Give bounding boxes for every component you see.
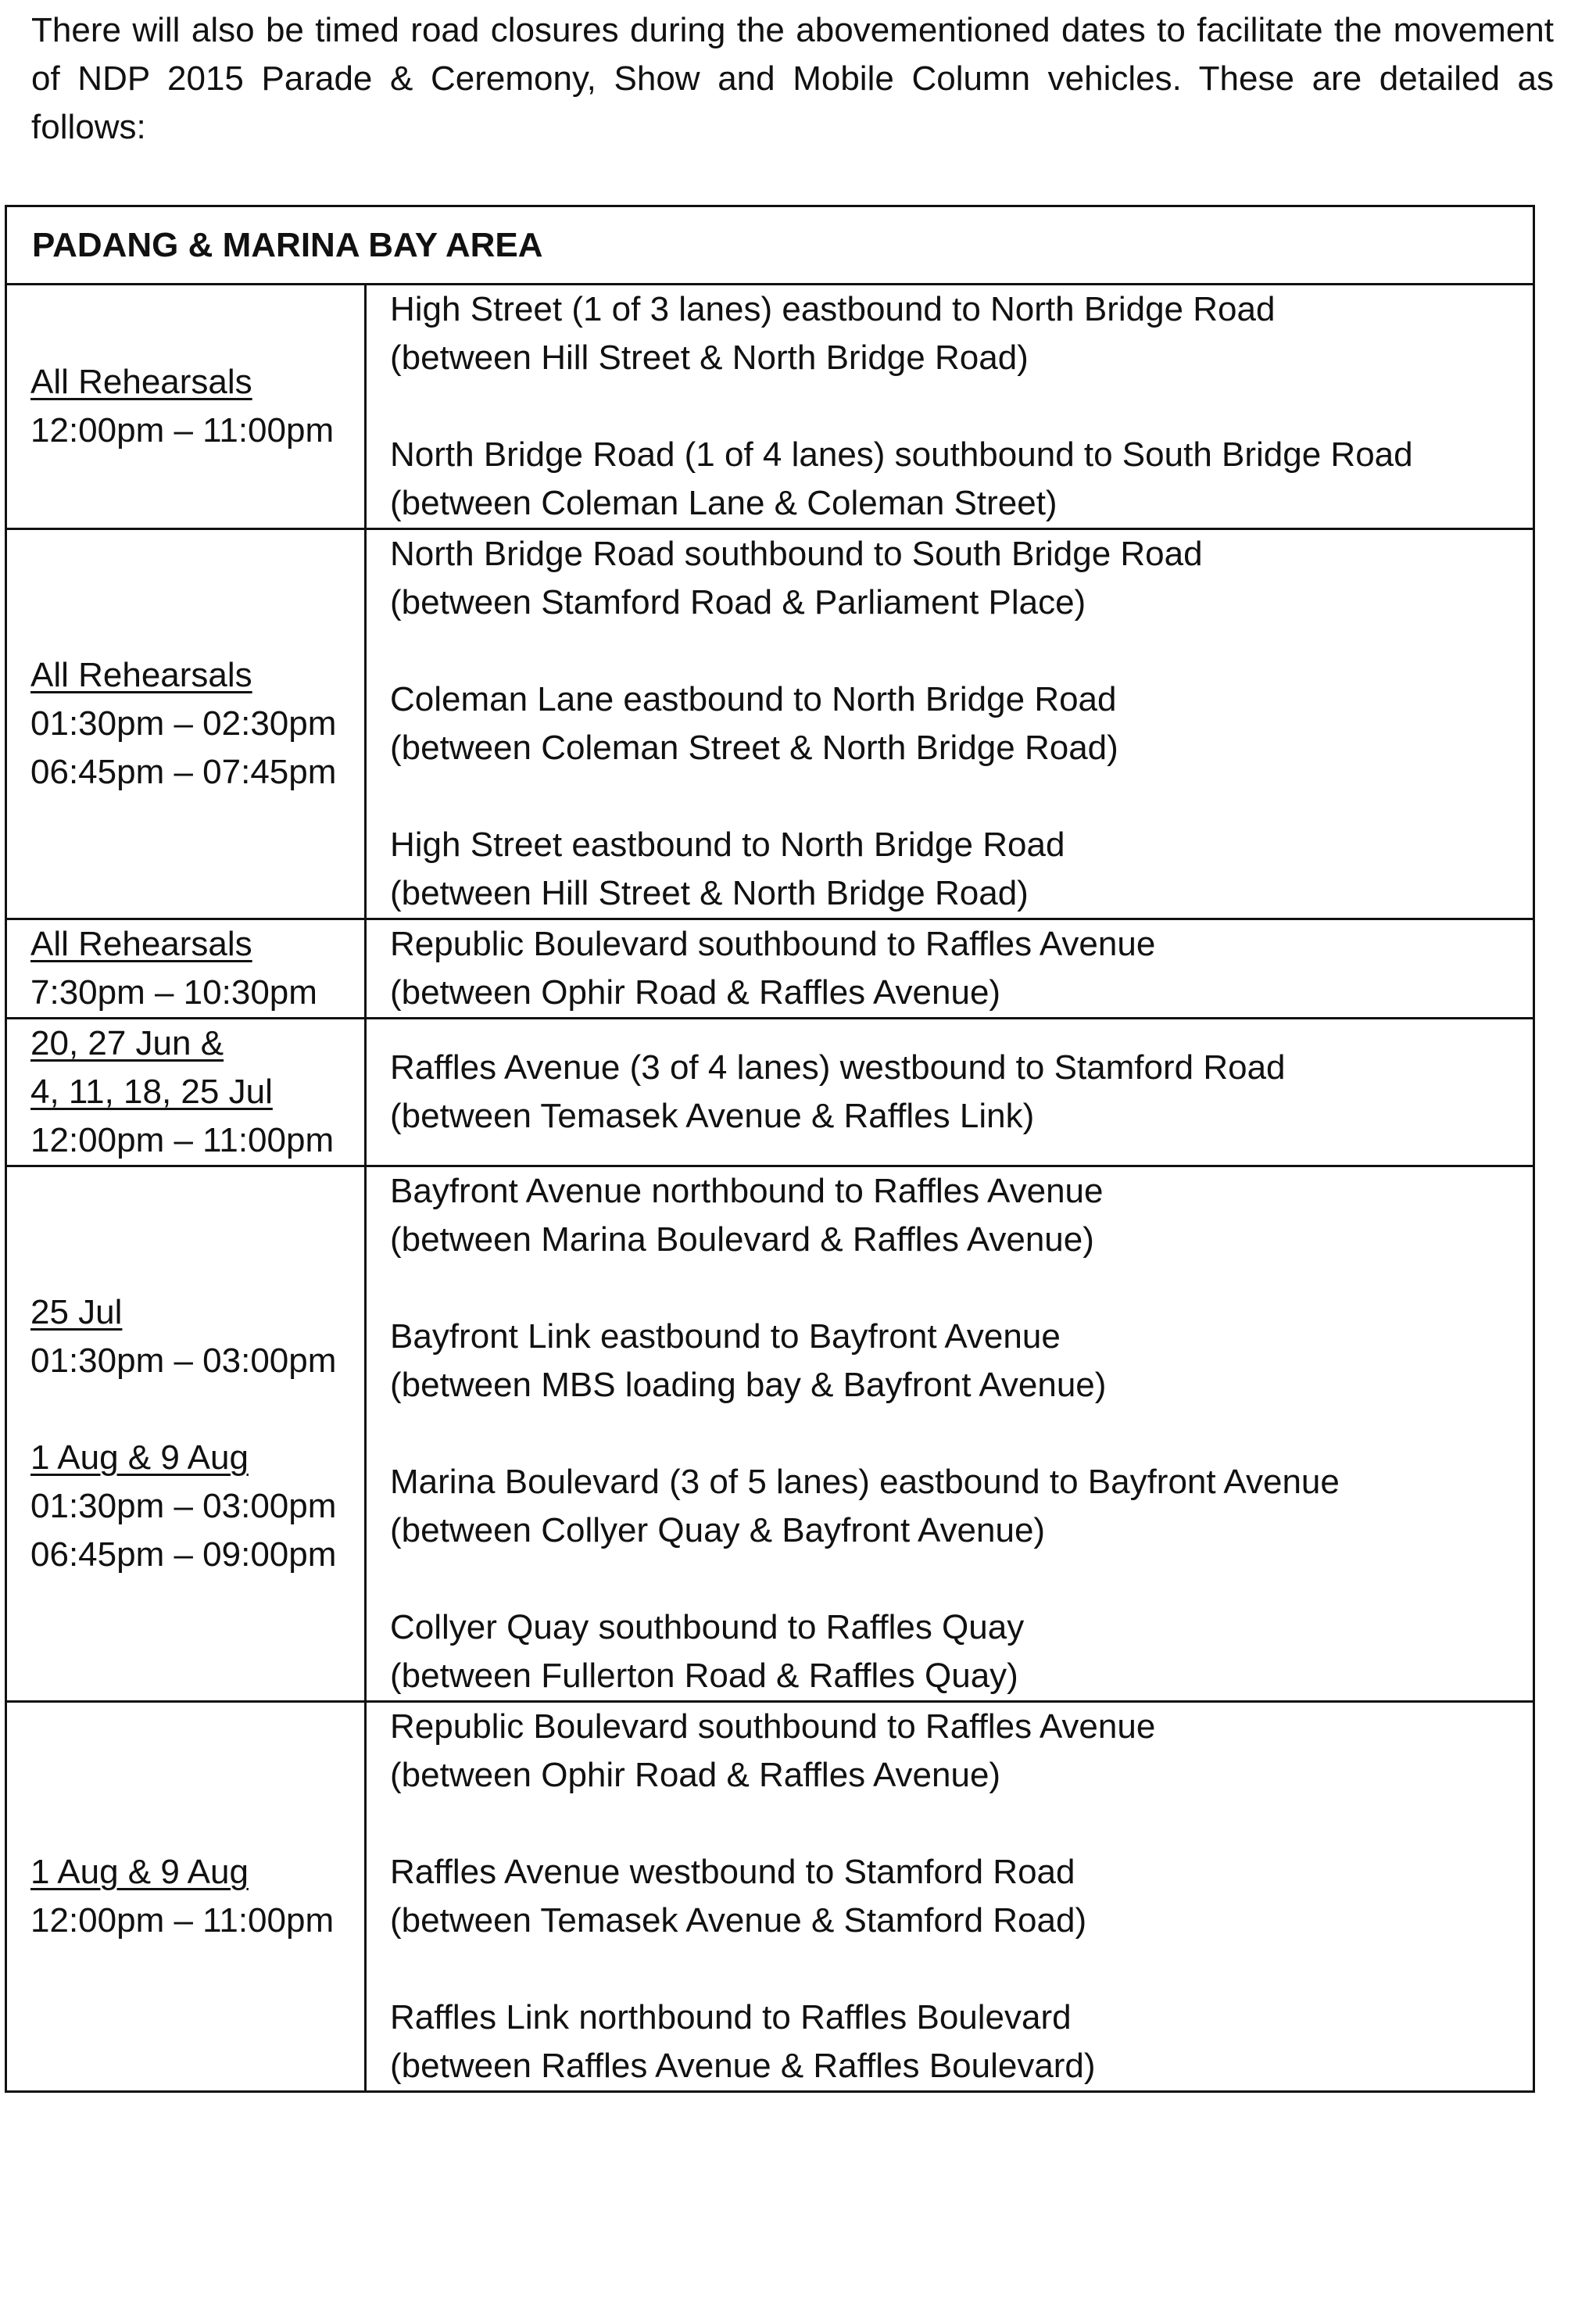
table-row [6,1702,1534,2092]
road-entry [390,1848,1533,1945]
road-name: Marina Boulevard (3 of 5 lanes) eastbound to Bayfront Avenue [390,1463,1340,1501]
road-between: (between MBS loading bay & Bayfront Avenue) [390,1366,1107,1404]
road-name: High Street (1 of 3 lanes) eastbound to North Bridge Road [390,290,1276,328]
road-entry [390,1167,1533,1264]
road-between: (between Stamford Road & Parliament Place) [390,583,1086,621]
road-entry [390,530,1533,627]
road-entry [390,1603,1533,1700]
time-range: 06:45pm – 07:45pm [30,753,337,791]
road-between: (between Ophir Road & Raffles Avenue) [390,1756,1001,1794]
road-between: (between Hill Street & North Bridge Road) [390,339,1029,377]
road-name: Republic Boulevard southbound to Raffles Avenue [390,1707,1156,1746]
road-name: Raffles Avenue (3 of 4 lanes) westbound to Stamford Road [390,1048,1286,1087]
time-range: 06:45pm – 09:00pm [30,1535,337,1574]
time-cell [6,1166,366,1702]
date-label: 4, 11, 18, 25 Jul [30,1073,273,1111]
time-cell [6,1702,366,2092]
table-row [6,919,1534,1019]
road-closure-table [5,205,1535,2093]
road-name: Raffles Link northbound to Raffles Boulevard [390,1998,1072,2036]
date-label: All Rehearsals [30,656,252,694]
roads-cell [366,1702,1534,2092]
road-name: North Bridge Road southbound to South Bridge Road [390,535,1203,573]
time-cell [6,919,366,1019]
road-between: (between Temasek Avenue & Stamford Road) [390,1901,1087,1940]
road-name: North Bridge Road (1 of 4 lanes) southbound to South Bridge Road [390,435,1413,474]
road-name: Collyer Quay southbound to Raffles Quay [390,1608,1025,1646]
date-label: 25 Jul [30,1293,123,1331]
road-between: (between Hill Street & North Bridge Road) [390,874,1029,912]
road-name: Bayfront Link eastbound to Bayfront Avenue [390,1317,1061,1356]
road-entry [390,821,1533,918]
road-entry [390,285,1533,382]
time-range: 01:30pm – 02:30pm [30,704,337,743]
intro-paragraph: There will also be timed road closures during the abovementioned dates to facilitate the movement of NDP 2015 Parade & Ceremony, Show and Mobile Column vehicles. These are detailed as follows: [31,11,1554,146]
road-entry [390,1458,1533,1555]
time-range: 12:00pm – 11:00pm [30,411,335,450]
road-between: (between Fullerton Road & Raffles Quay) [390,1657,1018,1695]
date-label: 20, 27 Jun & [30,1024,224,1062]
road-between: (between Coleman Lane & Coleman Street) [390,484,1057,522]
time-cell [6,1019,366,1166]
time-range: 12:00pm – 11:00pm [30,1901,335,1940]
area-header-row [6,206,1534,285]
area-header: PADANG & MARINA BAY AREA [6,206,1534,285]
road-name: Raffles Avenue westbound to Stamford Road [390,1853,1075,1891]
road-between: (between Marina Boulevard & Raffles Avenue) [390,1220,1094,1259]
roads-cell [366,285,1534,529]
road-between: (between Coleman Street & North Bridge Road) [390,729,1118,767]
roads-cell [366,919,1534,1019]
road-entry [390,1703,1533,1800]
table-row [6,1166,1534,1702]
road-entry [390,675,1533,772]
roads-cell [366,1166,1534,1702]
table-row [6,1019,1534,1166]
road-between: (between Ophir Road & Raffles Avenue) [390,973,1001,1012]
road-between: (between Temasek Avenue & Raffles Link) [390,1097,1035,1135]
road-entry [390,1993,1533,2090]
road-name: Coleman Lane eastbound to North Bridge Road [390,680,1117,718]
roads-cell [366,529,1534,919]
road-entry [390,1044,1533,1141]
date-label: All Rehearsals [30,363,252,401]
time-range: 12:00pm – 11:00pm [30,1121,335,1159]
table-row [6,285,1534,529]
date-label: 1 Aug & 9 Aug [30,1438,249,1477]
road-between: (between Collyer Quay & Bayfront Avenue) [390,1511,1046,1549]
roads-cell [366,1019,1534,1166]
road-entry [390,431,1533,528]
time-range: 01:30pm – 03:00pm [30,1341,337,1380]
road-name: Republic Boulevard southbound to Raffles Avenue [390,925,1156,963]
road-between: (between Raffles Avenue & Raffles Boulevard) [390,2047,1096,2085]
time-range: 01:30pm – 03:00pm [30,1487,337,1525]
date-label: All Rehearsals [30,925,252,963]
date-label: 1 Aug & 9 Aug [30,1853,249,1891]
table-row [6,529,1534,919]
road-name: High Street eastbound to North Bridge Road [390,826,1065,864]
time-cell [6,285,366,529]
road-entry [390,920,1533,1017]
spacer [30,1385,364,1434]
road-entry [390,1313,1533,1410]
time-cell [6,529,366,919]
time-range: 7:30pm – 10:30pm [30,973,317,1012]
road-name: Bayfront Avenue northbound to Raffles Avenue [390,1172,1104,1210]
